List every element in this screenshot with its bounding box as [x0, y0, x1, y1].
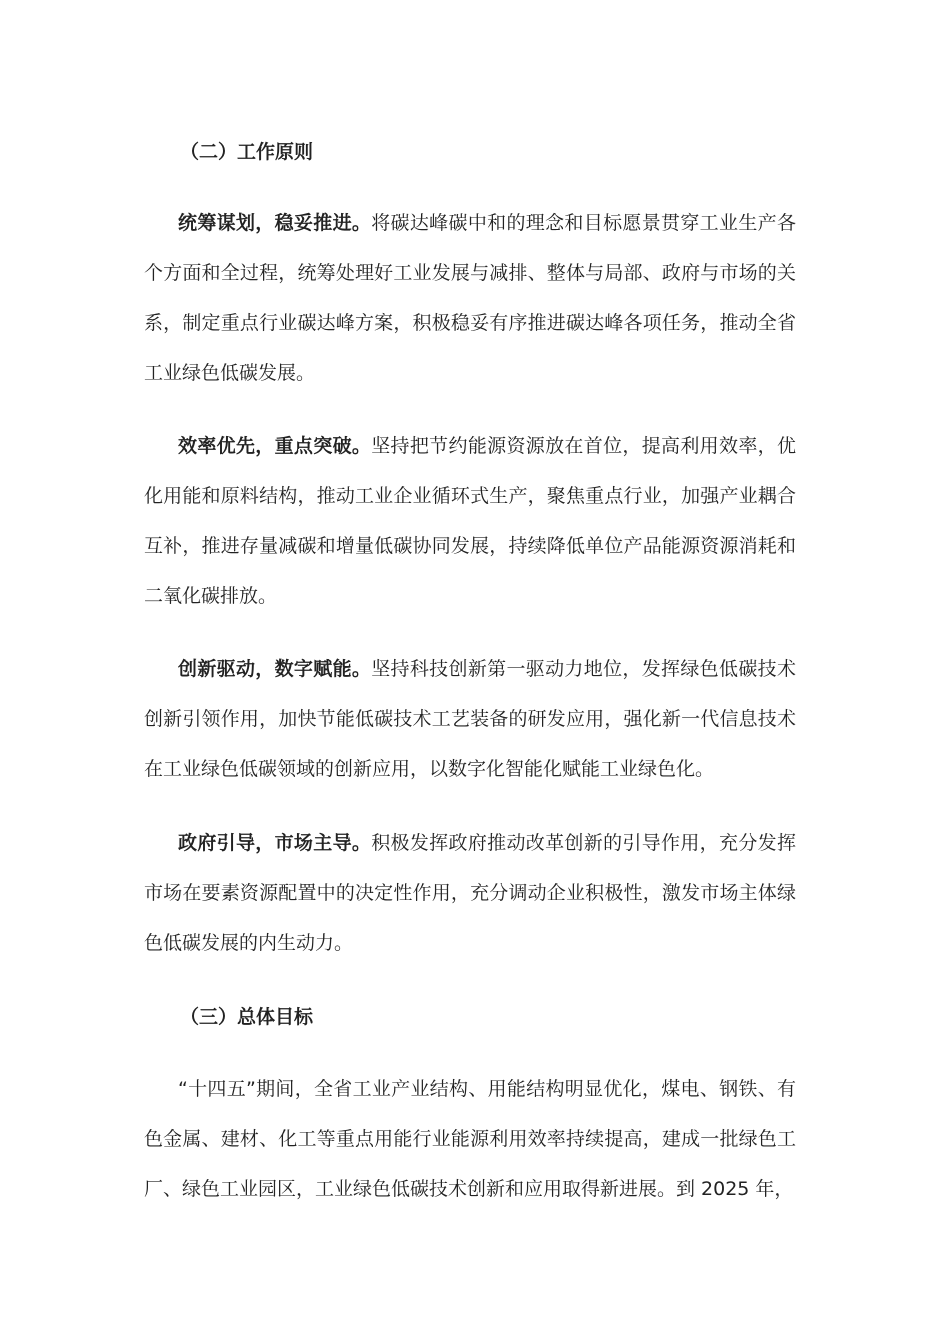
paragraph-lead: 效率优先，重点突破。: [178, 435, 372, 457]
paragraph-body: 坚持科技创新第一驱动力地位，发挥绿色低碳技术创新引领作用，加快节能低碳技术工艺装备的研发应用，强化新一代信息技术在工业绿色低碳领域的创新应用，以数字化智能化赋能工业绿色化。: [144, 658, 796, 780]
paragraph-principle-2: [144, 421, 796, 621]
paragraph-lead: 政府引导，市场主导。: [178, 832, 372, 854]
paragraph-principle-3: [144, 644, 796, 794]
paragraph-principle-4: [144, 818, 796, 968]
paragraph-lead: 创新驱动，数字赋能。: [178, 658, 372, 680]
paragraph-body: 将碳达峰碳中和的理念和目标愿景贯穿工业生产各个方面和全过程，统筹处理好工业发展与减排、整体与局部、政府与市场的关系，制定重点行业碳达峰方案，积极稳妥有序推进碳达峰各项任务，推动全省工业绿色低碳发展。: [144, 212, 796, 384]
section-heading-principles: （二）工作原则: [180, 141, 314, 163]
paragraph-goals: “十四五”期间，全省工业产业结构、用能结构明显优化，煤电、钢铁、有色金属、建材、化工等重点用能行业能源利用效率持续提高，建成一批绿色工厂、绿色工业园区，工业绿色低碳技术创新和应用取得新进展。到 2025 年，: [144, 1078, 796, 1200]
paragraph-body: 积极发挥政府推动改革创新的引导作用，充分发挥市场在要素资源配置中的决定性作用，充分调动企业积极性，激发市场主体绿色低碳发展的内生动力。: [144, 832, 796, 954]
paragraph-body: 坚持把节约能源资源放在首位，提高利用效率，优化用能和原料结构，推动工业企业循环式生产，聚焦重点行业，加强产业耦合互补，推进存量减碳和增量低碳协同发展，持续降低单位产品能源资源消耗和二氧化碳排放。: [144, 435, 796, 607]
paragraph-principle-1: [144, 198, 796, 398]
section-heading-goals: （三）总体目标: [180, 1006, 314, 1028]
paragraph-lead: 统筹谋划，稳妥推进。: [178, 212, 372, 234]
